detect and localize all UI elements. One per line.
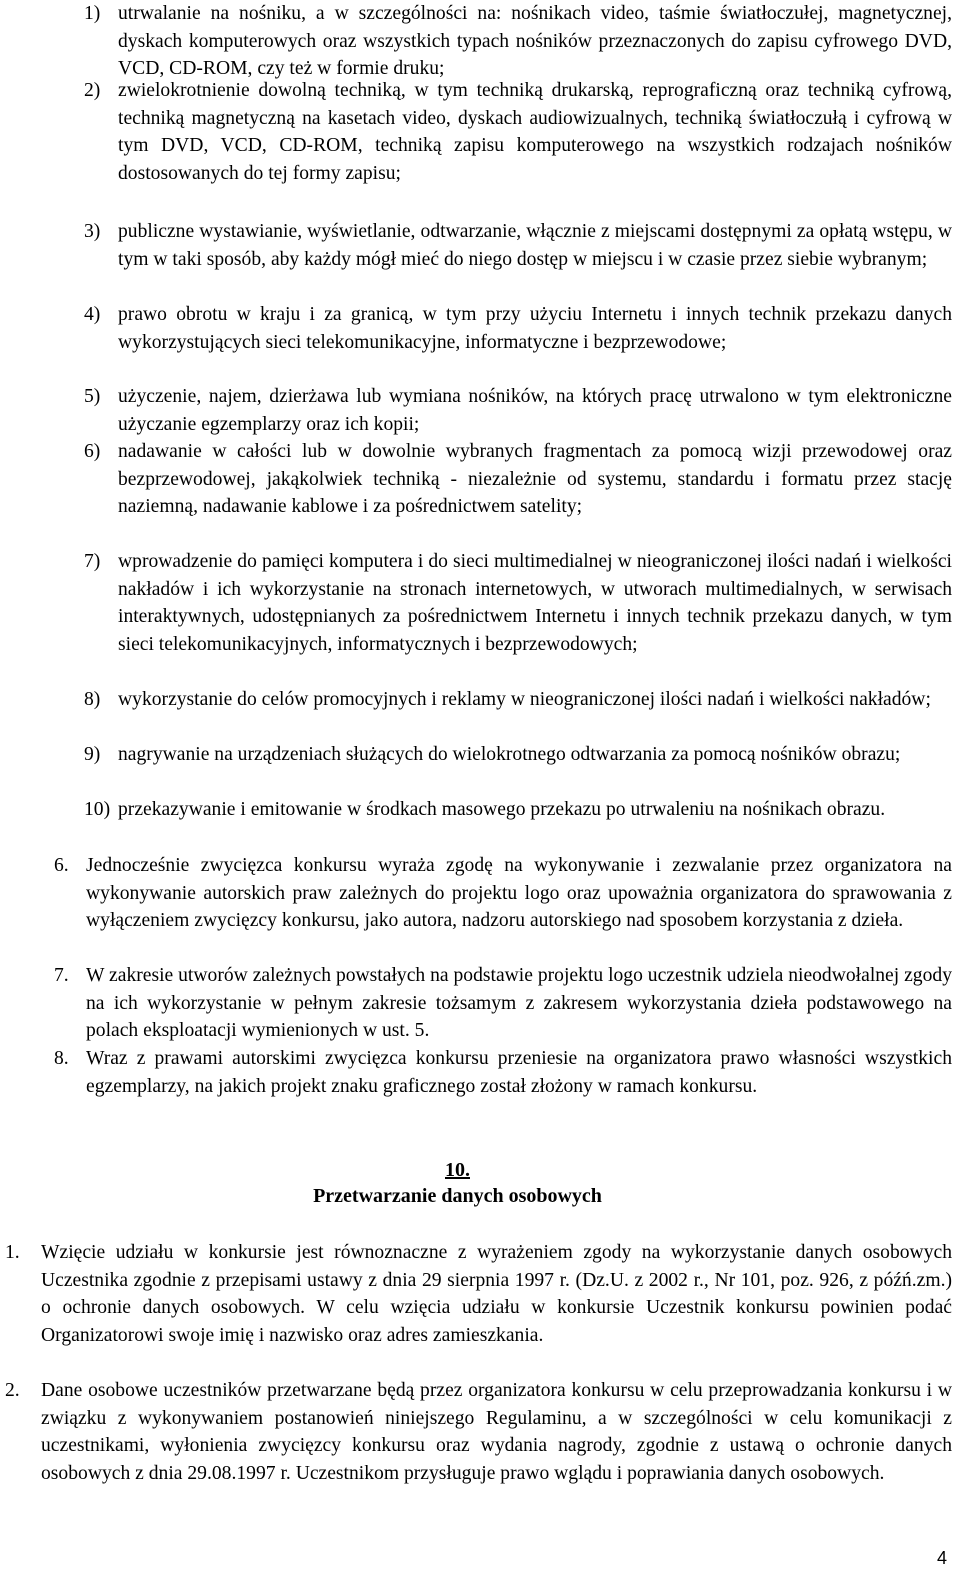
list-item-number: 5) [84, 386, 101, 407]
list-item-number: 2) [84, 80, 101, 101]
list-item-number: 8) [84, 689, 101, 710]
list-item-number: 6) [84, 441, 101, 462]
list-item [84, 686, 952, 714]
list-item-text: prawo obrotu w kraju i za granicą, w tym przy użyciu Internetu i innych technik przekazu danych wykorzystujących sieci telekomunikacyjne, informatyczne i bezprzewodowe; [118, 304, 952, 353]
paragraph-text: Wzięcie udziału w konkursie jest równoznaczne z wyrażeniem zgody na wykorzystanie danych osobowych Uczestnika zgodnie z przepisami ustawy z dnia 29 sierpnia 1997 r. (Dz.U. z 2002 r., Nr 101, poz. 926, z późń.zm.) o ochronie danych osobowych. W celu wzięcia udziału w konkursie Uczestnik konkursu powinien podać Organizatorowi swoje imię i nazwisko oraz adres zamieszkania. [41, 1242, 952, 1346]
paragraph-number: 2. [5, 1380, 20, 1401]
list-item-text: wprowadzenie do pamięci komputera i do sieci multimedialnej w nieograniczonej ilości nadań i wielkości nakładów i ich wykorzystanie na stronach internetowych, w utworach multimedialnych, w serwisach interaktywnych, udostępnianych za pośrednictwem Internetu i innych technik przekazu danych, w tym sieci telekomunikacyjnych, informatycznych i bezprzewodowych; [118, 551, 952, 655]
list-item-number: 3) [84, 221, 101, 242]
paragraph-text: W zakresie utworów zależnych powstałych na podstawie projektu logo uczestnik udziela nieodwołalnej zgody na ich wykorzystanie w pełnym zakresie tożsamym z zakresem wykorzystania dzieła podstawowego na polach eksploatacji wymienionych w ust. 5. [86, 965, 952, 1041]
list-item [84, 796, 952, 824]
page-number: 4 [937, 1548, 948, 1568]
list-item [84, 218, 952, 273]
numbered-paragraph [54, 962, 952, 1045]
list-item-text: utrwalanie na nośniku, a w szczególności na: nośnikach video, taśmie światłoczułej, magnetycznej, dyskach komputerowych oraz wszystkich typach nośników przeznaczonych do zapisu cyfrowego DVD, VCD, CD-ROM, czy też w formie druku; [118, 3, 952, 79]
list-item-number: 9) [84, 744, 101, 765]
paragraph-text: Dane osobowe uczestników przetwarzane będą przez organizatora konkursu w celu przeprowadzania konkursu i w związku z wykonywaniem postanowień niniejszego Regulaminu, a w szczególności w celu komunikacji z uczestnikami, wyłonienia zwycięzcy konkursu oraz wydania nagrody, zgodnie z ustawą o ochronie danych osobowych z dnia 29.08.1997 r. Uczestnikom przysługuje prawo wglądu i poprawiania danych osobowych. [41, 1380, 952, 1484]
numbered-paragraph [54, 852, 952, 935]
list-item-number: 4) [84, 304, 101, 325]
list-item [84, 0, 952, 83]
list-item [84, 548, 952, 658]
numbered-paragraph [5, 1377, 952, 1487]
numbered-paragraph [5, 1239, 952, 1349]
list-item [84, 301, 952, 356]
paragraph-number: 7. [54, 965, 69, 986]
paragraph-number: 8. [54, 1048, 69, 1069]
list-item [84, 383, 952, 438]
section-title: Przetwarzanie danych osobowych [313, 1185, 602, 1207]
list-item-number: 7) [84, 551, 101, 572]
list-item-text: nadawanie w całości lub w dowolnie wybranych fragmentach za pomocą wizji przewodowej oraz bezprzewodowej, jakąkolwiek techniką - niezależnie od systemu, standardu i formatu przez stację naziemną, nadawanie kablowe i za pośrednictwem satelity; [118, 441, 952, 517]
numbered-paragraph [54, 1045, 952, 1100]
paragraph-number: 6. [54, 855, 69, 876]
list-item-text: wykorzystanie do celów promocyjnych i reklamy w nieograniczonej ilości nadań i wielkości nakładów; [118, 689, 931, 710]
list-item-number: 10) [84, 799, 111, 820]
list-item-number: 1) [84, 3, 101, 24]
list-item-text: zwielokrotnienie dowolną techniką, w tym techniką drukarską, reprograficzną oraz techniką cyfrową, techniką magnetyczną na kasetach video, dyskach audiowizualnych, techniką światłoczułą i cyfrową w tym DVD, VCD, CD-ROM, techniką zapisu komputerowego na wszystkich rodzajach nośników dostosowanych do tej formy zapisu; [118, 80, 952, 184]
list-item [84, 438, 952, 521]
section-number: 10. [445, 1159, 470, 1181]
paragraph-number: 1. [5, 1242, 20, 1263]
paragraph-text: Jednocześnie zwycięzca konkursu wyraża zgodę na wykonywanie i zezwalanie przez organizatora na wykonywanie autorskich praw zależnych do projektu logo oraz upoważnia organizatora do sprawowania z wyłączeniem zwycięzcy konkursu, jako autora, nadzoru autorskiego nad sposobem korzystania z dzieła. [86, 855, 952, 931]
paragraph-text: Wraz z prawami autorskimi zwycięzca konkursu przeniesie na organizatora prawo własności wszystkich egzemplarzy, na jakich projekt znaku graficznego został złożony w ramach konkursu. [86, 1048, 952, 1097]
list-item-text: nagrywanie na urządzeniach służących do wielokrotnego odtwarzania za pomocą nośników obrazu; [118, 744, 901, 765]
list-item [84, 741, 952, 769]
list-item-text: przekazywanie i emitowanie w środkach masowego przekazu po utrwaleniu na nośnikach obrazu. [118, 799, 886, 820]
list-item [84, 77, 952, 187]
list-item-text: użyczenie, najem, dzierżawa lub wymiana nośników, na których pracę utrwalono w tym elektroniczne użyczanie egzemplarzy oraz ich kopii; [118, 386, 952, 435]
list-item-text: publiczne wystawianie, wyświetlanie, odtwarzanie, włącznie z miejscami dostępnymi za opłatą wstępu, w tym w taki sposób, aby każdy mógł mieć do niego dostęp w miejscu i w czasie przez siebie wybranym; [118, 221, 952, 270]
